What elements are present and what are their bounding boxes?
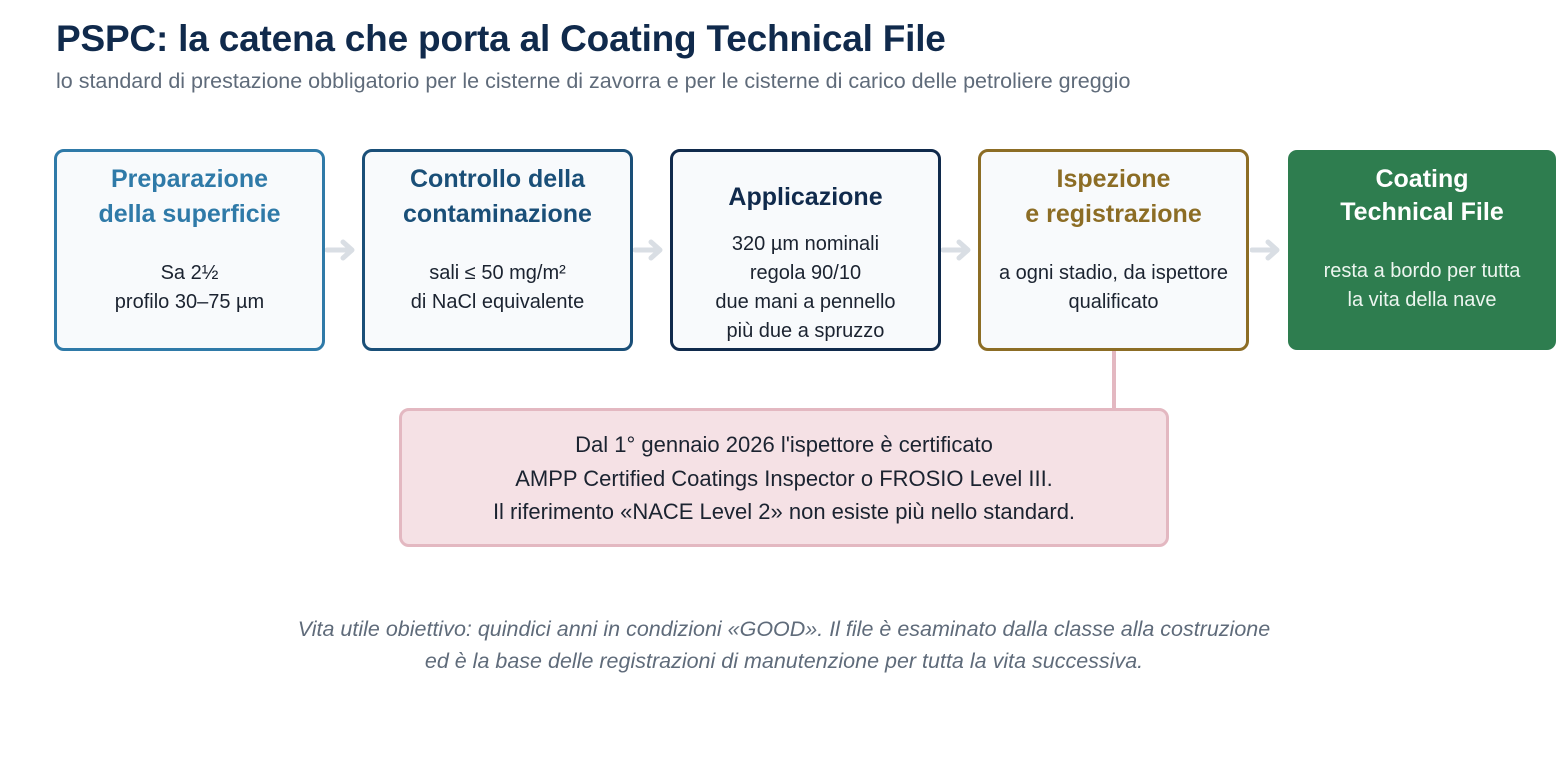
note-connector-line	[1112, 351, 1116, 409]
certification-note	[399, 408, 1169, 547]
step-heading	[57, 162, 322, 232]
step-box-inspection	[978, 149, 1249, 351]
step-heading	[673, 180, 938, 215]
step-heading	[981, 162, 1246, 232]
step-body	[57, 259, 322, 317]
note-line: Dal 1° gennaio 2026 l'ispettore è certificato	[575, 432, 993, 457]
step-body-line: qualificato	[1068, 291, 1159, 313]
step-body-line: sali ≤ 50 mg/m²	[429, 262, 566, 284]
note-line: AMPP Certified Coatings Inspector o FROSIO Level III.	[515, 465, 1053, 491]
step-body-line: di NaCl equivalente	[410, 291, 585, 313]
step-heading-line: Technical File	[1340, 198, 1504, 226]
flow-arrow-icon	[325, 235, 359, 265]
diagram-subtitle: lo standard di prestazione obbligatorio per le cisterne di zavorra e per le cisterne di carico delle petroliere greggio	[56, 69, 1131, 93]
step-heading-line: Ispezione	[1056, 165, 1171, 193]
step-body-line: la vita della nave	[1347, 289, 1497, 311]
step-heading-line: Preparazione	[110, 165, 268, 193]
footer-line: Vita utile obiettivo: quindici anni in condizioni «GOOD». Il file è esaminato dalla classe alla costruzione	[297, 617, 1271, 641]
flow-arrow-icon	[941, 235, 975, 265]
flow-arrow-icon	[633, 235, 667, 265]
footer-line: ed è la base delle registrazioni di manutenzione per tutta la vita successiva.	[424, 649, 1144, 673]
step-heading-line: Controllo della	[410, 165, 585, 193]
step-box-contamination-control	[362, 149, 633, 351]
step-body	[365, 259, 630, 317]
step-body-line: a ogni stadio, da ispettore	[998, 262, 1229, 284]
step-body-line: più due a spruzzo	[726, 320, 885, 342]
step-heading-line: contaminazione	[403, 200, 592, 228]
step-body-line: 320 µm nominali	[731, 233, 880, 255]
step-box-surface-preparation	[54, 149, 325, 351]
step-heading	[365, 162, 630, 232]
step-box-coating-technical-file	[1288, 150, 1556, 350]
step-heading	[1288, 163, 1556, 229]
flow-arrow-icon	[1250, 235, 1284, 265]
step-heading-line: e registrazione	[1025, 200, 1202, 228]
step-heading-line: della superficie	[98, 200, 281, 228]
footer-caption	[0, 613, 1568, 677]
note-line: Il riferimento «NACE Level 2» non esiste più nello standard.	[492, 499, 1076, 524]
step-heading-line: Applicazione	[728, 183, 883, 211]
step-body	[673, 230, 938, 346]
step-body-line: profilo 30–75 µm	[114, 291, 265, 313]
step-body-line: Sa 2½	[160, 262, 219, 284]
step-body-line: resta a bordo per tutta	[1323, 260, 1521, 282]
step-body	[1288, 257, 1556, 315]
step-heading-line: Coating	[1375, 165, 1469, 193]
step-body-line: due mani a pennello	[715, 291, 896, 313]
step-body	[981, 259, 1246, 317]
step-body-line: regola 90/10	[749, 262, 862, 284]
step-box-application	[670, 149, 941, 351]
diagram-title: PSPC: la catena che porta al Coating Technical File	[56, 18, 946, 59]
